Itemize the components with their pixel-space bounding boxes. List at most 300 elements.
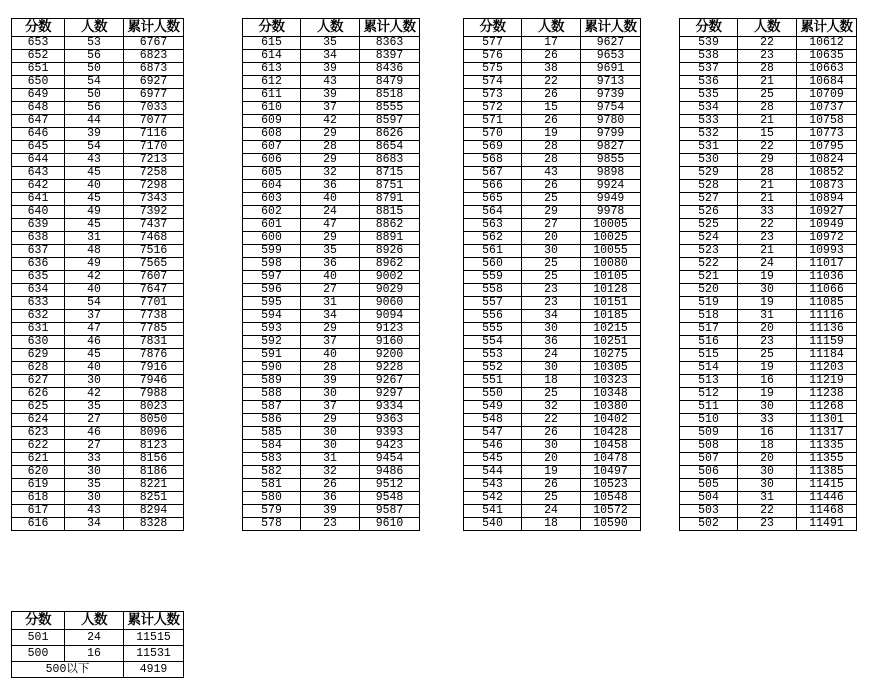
count-cell: 56 [65,50,124,63]
count-cell: 26 [522,89,581,102]
count-cell: 33 [738,206,797,219]
count-cell: 47 [301,219,360,232]
header-count: 人数 [301,19,360,37]
cumulative-cell: 10275 [581,349,641,362]
cumulative-cell: 9855 [581,154,641,167]
count-cell: 46 [65,427,124,440]
cumulative-cell: 9363 [360,414,420,427]
score-table-4 [679,18,857,531]
table-row [680,492,857,505]
score-cell: 571 [464,115,522,128]
cumulative-cell: 10251 [581,336,641,349]
table-row [243,154,420,167]
count-cell: 30 [522,362,581,375]
table-row [12,258,184,271]
score-cell: 524 [680,232,738,245]
score-cell: 579 [243,505,301,518]
score-cell: 562 [464,232,522,245]
cumulative-cell: 7607 [124,271,184,284]
score-cell: 535 [680,89,738,102]
score-cell: 507 [680,453,738,466]
cumulative-cell: 9029 [360,284,420,297]
cumulative-cell: 8862 [360,219,420,232]
count-cell: 40 [65,362,124,375]
cumulative-cell: 11385 [797,466,857,479]
cumulative-cell: 9334 [360,401,420,414]
count-cell: 29 [301,232,360,245]
score-cell: 513 [680,375,738,388]
count-cell: 18 [522,375,581,388]
cumulative-cell: 10548 [581,492,641,505]
count-cell: 28 [738,167,797,180]
table-row [680,271,857,284]
score-cell: 561 [464,245,522,258]
table-row [464,180,641,193]
score-cell: 628 [12,362,65,375]
cumulative-cell: 9423 [360,440,420,453]
cumulative-cell: 8891 [360,232,420,245]
table-row [680,50,857,63]
table-row [12,427,184,440]
cumulative-cell: 8294 [124,505,184,518]
header-cumulative: 累计人数 [124,612,184,630]
count-cell: 21 [738,245,797,258]
score-cell: 614 [243,50,301,63]
table-row [243,505,420,518]
count-cell: 30 [301,440,360,453]
table-row [464,206,641,219]
count-cell: 30 [301,427,360,440]
count-cell: 23 [301,518,360,531]
table-row [12,349,184,362]
score-cell: 582 [243,466,301,479]
count-cell: 30 [65,466,124,479]
header-score: 分数 [680,19,738,37]
score-cell: 627 [12,375,65,388]
cumulative-cell: 7738 [124,310,184,323]
score-cell: 575 [464,63,522,76]
score-cell: 635 [12,271,65,284]
cumulative-cell: 7170 [124,141,184,154]
cumulative-cell: 9898 [581,167,641,180]
score-cell: 509 [680,427,738,440]
count-cell: 34 [522,310,581,323]
table-row [243,219,420,232]
table-row [680,466,857,479]
table-row [464,479,641,492]
count-cell: 26 [522,180,581,193]
cumulative-cell: 8555 [360,102,420,115]
table-row [680,518,857,531]
score-cell: 616 [12,518,65,531]
score-cell: 626 [12,388,65,401]
table-row [464,336,641,349]
count-cell: 40 [301,193,360,206]
count-cell: 30 [738,401,797,414]
cumulative-cell: 8251 [124,492,184,505]
score-cell: 642 [12,180,65,193]
cumulative-cell: 9200 [360,349,420,362]
table-row [243,453,420,466]
cumulative-cell: 11159 [797,336,857,349]
count-cell: 37 [301,401,360,414]
table-row [464,102,641,115]
table-row [243,440,420,453]
count-cell: 18 [522,518,581,531]
cumulative-cell: 11184 [797,349,857,362]
table-row [12,37,184,50]
score-cell: 591 [243,349,301,362]
score-cell: 605 [243,167,301,180]
score-cell: 528 [680,180,738,193]
count-cell: 27 [65,414,124,427]
score-cell: 625 [12,401,65,414]
cumulative-cell: 8023 [124,401,184,414]
score-cell: 544 [464,466,522,479]
table-row [243,518,420,531]
score-cell: 518 [680,310,738,323]
count-cell: 17 [522,37,581,50]
table-row [680,362,857,375]
score-cell: 585 [243,427,301,440]
table-row [243,271,420,284]
count-cell: 15 [738,128,797,141]
count-cell: 30 [738,466,797,479]
cumulative-cell: 11238 [797,388,857,401]
header-count: 人数 [65,612,124,630]
cumulative-cell: 11317 [797,427,857,440]
table-row [680,375,857,388]
table-row [243,232,420,245]
table-row [464,89,641,102]
cumulative-cell: 10572 [581,505,641,518]
score-cell: 583 [243,453,301,466]
count-cell: 43 [65,505,124,518]
cumulative-cell: 9267 [360,375,420,388]
table-row [680,427,857,440]
table-row [464,50,641,63]
count-cell: 22 [522,414,581,427]
header-count: 人数 [738,19,797,37]
table-row [464,297,641,310]
score-cell: 601 [243,219,301,232]
score-cell: 594 [243,310,301,323]
table-row [680,154,857,167]
table-row [243,245,420,258]
score-cell: 523 [680,245,738,258]
table-row [464,323,641,336]
table-row [12,50,184,63]
count-cell: 30 [301,388,360,401]
table-row [243,466,420,479]
count-cell: 42 [65,271,124,284]
count-cell: 23 [738,232,797,245]
cumulative-cell: 7946 [124,375,184,388]
count-cell: 20 [522,453,581,466]
table-row [680,349,857,362]
table-row [12,232,184,245]
cumulative-cell: 9512 [360,479,420,492]
table-row [680,63,857,76]
score-cell: 511 [680,401,738,414]
cumulative-cell: 9691 [581,63,641,76]
cumulative-cell: 10478 [581,453,641,466]
cumulative-cell: 8221 [124,479,184,492]
table-row [464,466,641,479]
cumulative-cell: 8626 [360,128,420,141]
score-cell: 503 [680,505,738,518]
cumulative-cell: 10612 [797,37,857,50]
count-cell: 30 [522,245,581,258]
cumulative-cell: 10993 [797,245,857,258]
score-cell: 560 [464,258,522,271]
score-cell: 652 [12,50,65,63]
count-cell: 28 [522,141,581,154]
count-cell: 43 [522,167,581,180]
count-cell: 19 [738,388,797,401]
count-cell: 20 [738,453,797,466]
cumulative-cell: 9160 [360,336,420,349]
count-cell: 21 [738,180,797,193]
score-cell: 555 [464,323,522,336]
cumulative-cell: 7077 [124,115,184,128]
cumulative-cell: 11301 [797,414,857,427]
cumulative-cell: 7916 [124,362,184,375]
cumulative-cell: 9548 [360,492,420,505]
count-cell: 36 [301,258,360,271]
score-cell: 543 [464,479,522,492]
cumulative-cell: 10663 [797,63,857,76]
score-cell: 508 [680,440,738,453]
cumulative-cell: 6767 [124,37,184,50]
table-row [464,258,641,271]
score-cell: 541 [464,505,522,518]
header-score: 分数 [12,19,65,37]
score-cell: 549 [464,401,522,414]
cumulative-cell: 10323 [581,375,641,388]
table-row [12,518,184,531]
table-row [12,375,184,388]
score-cell: 570 [464,128,522,141]
cumulative-cell: 8715 [360,167,420,180]
table-row [464,362,641,375]
header-score: 分数 [12,612,65,630]
cumulative-cell: 9587 [360,505,420,518]
count-cell: 24 [522,349,581,362]
score-cell: 646 [12,128,65,141]
count-cell: 30 [522,323,581,336]
table-row [243,206,420,219]
table-row [464,505,641,518]
table-row [12,479,184,492]
count-cell: 30 [738,479,797,492]
table-row [680,453,857,466]
cumulative-cell: 8815 [360,206,420,219]
table-row [12,453,184,466]
score-cell: 618 [12,492,65,505]
score-cell: 580 [243,492,301,505]
cumulative-cell: 10635 [797,50,857,63]
count-cell: 22 [738,37,797,50]
table-row [243,284,420,297]
score-cell: 512 [680,388,738,401]
count-cell: 33 [738,414,797,427]
score-table-2 [242,18,420,531]
count-cell: 26 [522,50,581,63]
count-cell: 26 [301,479,360,492]
table-row [464,440,641,453]
count-cell: 26 [522,479,581,492]
cumulative-cell: 8123 [124,440,184,453]
table-row [243,76,420,89]
count-cell: 34 [301,310,360,323]
score-cell: 629 [12,349,65,362]
table-row [464,388,641,401]
table-row [680,219,857,232]
below-500-row [12,662,184,678]
count-cell: 24 [522,505,581,518]
count-cell: 50 [65,63,124,76]
cumulative-cell: 9924 [581,180,641,193]
score-cell: 630 [12,336,65,349]
cumulative-cell: 11531 [124,646,184,662]
cumulative-cell: 7876 [124,349,184,362]
count-cell: 26 [522,427,581,440]
table-row [12,154,184,167]
count-cell: 39 [65,128,124,141]
score-cell: 531 [680,141,738,154]
table-row [680,180,857,193]
table-row [464,271,641,284]
cumulative-cell: 7516 [124,245,184,258]
header-score: 分数 [464,19,522,37]
table-row [680,284,857,297]
score-cell: 520 [680,284,738,297]
table-row [243,180,420,193]
header-cumulative: 累计人数 [124,19,184,37]
cumulative-cell: 10737 [797,102,857,115]
cumulative-cell: 11515 [124,630,184,646]
count-cell: 30 [738,284,797,297]
table-row [243,349,420,362]
count-cell: 42 [301,115,360,128]
cumulative-cell: 10894 [797,193,857,206]
cumulative-cell: 8654 [360,141,420,154]
count-cell: 22 [738,219,797,232]
table-row [12,440,184,453]
cumulative-cell: 9094 [360,310,420,323]
count-cell: 28 [301,141,360,154]
table-row [12,180,184,193]
score-cell: 500 [12,646,65,662]
score-cell: 608 [243,128,301,141]
score-cell: 606 [243,154,301,167]
table-row [243,323,420,336]
table-row [464,375,641,388]
count-cell: 19 [738,271,797,284]
cumulative-cell: 11219 [797,375,857,388]
table-row [680,258,857,271]
score-cell: 648 [12,102,65,115]
count-cell: 47 [65,323,124,336]
count-cell: 25 [522,492,581,505]
cumulative-cell: 7116 [124,128,184,141]
table-row [243,336,420,349]
table-row [680,388,857,401]
score-cell: 547 [464,427,522,440]
cumulative-cell: 10380 [581,401,641,414]
count-cell: 39 [301,375,360,388]
table-row [680,323,857,336]
score-cell: 534 [680,102,738,115]
score-cell: 613 [243,63,301,76]
score-cell: 559 [464,271,522,284]
score-cell: 598 [243,258,301,271]
table-row [680,167,857,180]
cumulative-cell: 9454 [360,453,420,466]
cumulative-cell: 11355 [797,453,857,466]
count-cell: 16 [65,646,124,662]
score-cell: 589 [243,375,301,388]
score-cell: 633 [12,297,65,310]
table-row [12,388,184,401]
table-row [243,102,420,115]
score-cell: 529 [680,167,738,180]
header-count: 人数 [65,19,124,37]
cumulative-cell: 10927 [797,206,857,219]
score-cell: 533 [680,115,738,128]
score-cell: 603 [243,193,301,206]
cumulative-cell: 9486 [360,466,420,479]
score-cell: 522 [680,258,738,271]
cumulative-cell: 11085 [797,297,857,310]
cumulative-cell: 8518 [360,89,420,102]
cumulative-cell: 10497 [581,466,641,479]
score-cell: 566 [464,180,522,193]
score-cell: 632 [12,310,65,323]
header-cumulative: 累计人数 [797,19,857,37]
score-cell: 586 [243,414,301,427]
count-cell: 29 [301,154,360,167]
cumulative-cell: 9297 [360,388,420,401]
score-cell: 600 [243,232,301,245]
count-cell: 25 [522,193,581,206]
cumulative-cell: 9653 [581,50,641,63]
cumulative-cell: 9123 [360,323,420,336]
cumulative-cell: 10590 [581,518,641,531]
cumulative-cell: 7213 [124,154,184,167]
count-cell: 21 [738,76,797,89]
table-row [12,466,184,479]
count-cell: 27 [65,440,124,453]
score-cell: 640 [12,206,65,219]
table-row [680,440,857,453]
count-cell: 24 [738,258,797,271]
score-cell: 631 [12,323,65,336]
score-cell: 515 [680,349,738,362]
table-row [12,167,184,180]
table-row [12,76,184,89]
score-cell: 597 [243,271,301,284]
table-row [243,89,420,102]
cumulative-cell: 7701 [124,297,184,310]
score-cell: 558 [464,284,522,297]
score-cell: 641 [12,193,65,206]
table-row [464,349,641,362]
count-cell: 39 [301,505,360,518]
table-row [12,630,184,646]
score-cell: 609 [243,115,301,128]
